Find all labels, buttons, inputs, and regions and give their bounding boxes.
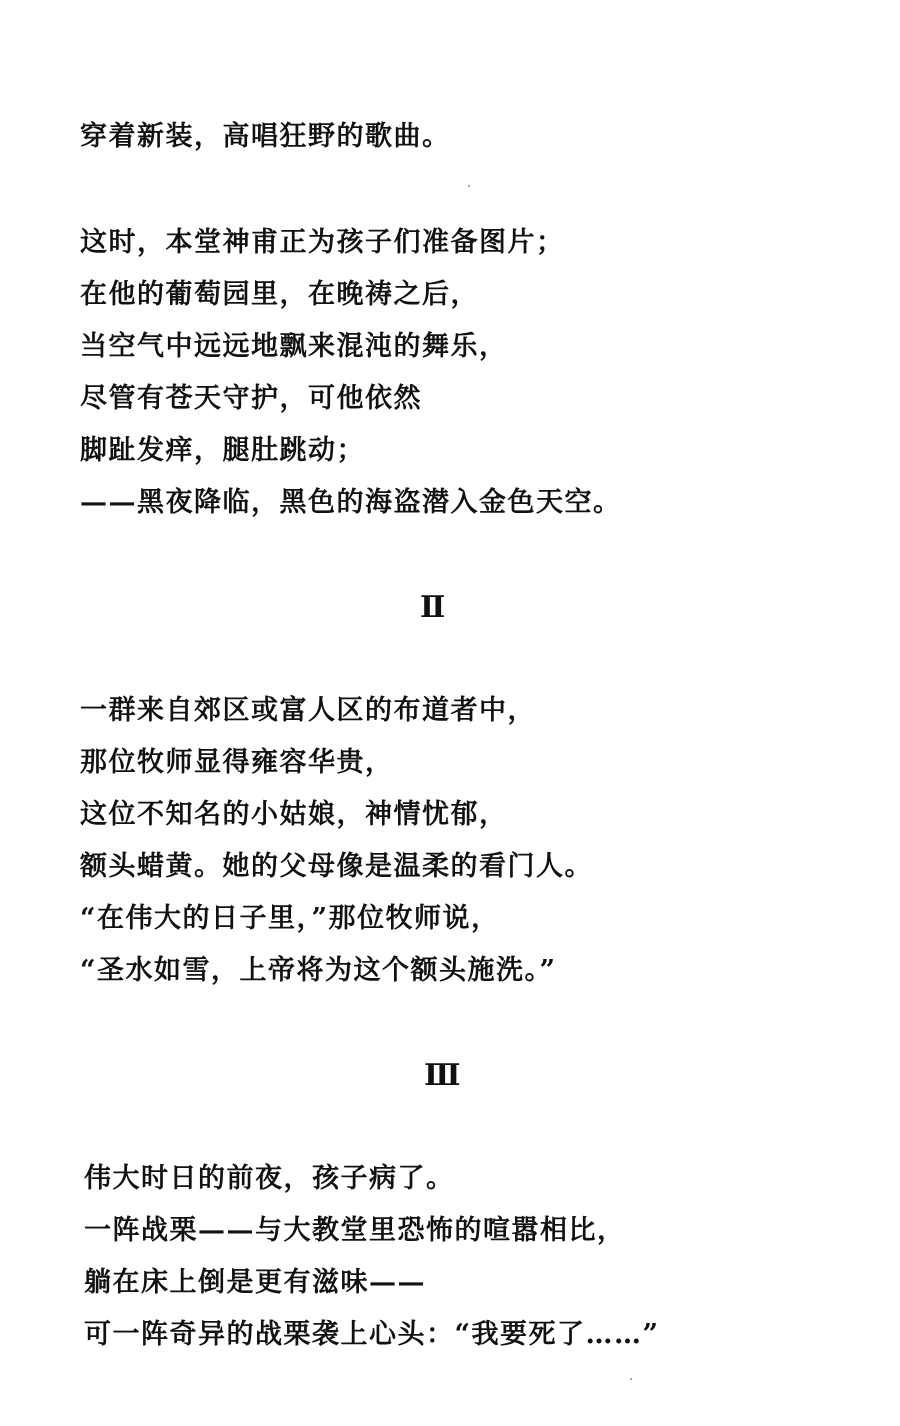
poem-line: “在伟大的日子里，”那位牧师说， — [80, 903, 500, 934]
poem-line: 当空气中远远地飘来混沌的舞乐， — [80, 331, 508, 362]
poem-line: 在他的葡萄园里，在晚祷之后， — [80, 279, 479, 310]
scan-speck — [468, 185, 470, 187]
poem-line: 尽管有苍天守护，可他依然 — [80, 383, 422, 414]
poem-line: 脚趾发痒，腿肚跳动； — [80, 435, 365, 466]
poem-line: 伟大时日的前夜，孩子病了。 — [84, 1163, 455, 1194]
poem-line: ——黑夜降临，黑色的海盗潜入金色天空。 — [80, 487, 622, 518]
scan-speck — [630, 1378, 632, 1380]
poem-line: 一阵战栗——与大教堂里恐怖的喧嚣相比， — [84, 1215, 626, 1246]
section-numeral: Ⅲ — [424, 1059, 461, 1092]
poem-line: 可一阵奇异的战栗袭上心头：“我要死了……” — [84, 1319, 660, 1350]
poem-line: 额头蜡黄。她的父母像是温柔的看门人。 — [80, 851, 593, 882]
poem-line: 躺在床上倒是更有滋味—— — [84, 1267, 426, 1298]
poem-line: 那位牧师显得雍容华贵， — [80, 747, 394, 778]
poem-line: 这时，本堂神甫正为孩子们准备图片； — [80, 227, 565, 258]
poem-line: 这位不知名的小姑娘，神情忧郁， — [80, 799, 508, 830]
section-numeral: Ⅱ — [420, 591, 446, 624]
poem-line: 一群来自郊区或富人区的布道者中， — [80, 695, 536, 726]
poem-line: 穿着新装，高唱狂野的歌曲。 — [80, 121, 451, 152]
poem-line: “圣水如雪，上帝将为这个额头施洗。” — [80, 955, 557, 986]
